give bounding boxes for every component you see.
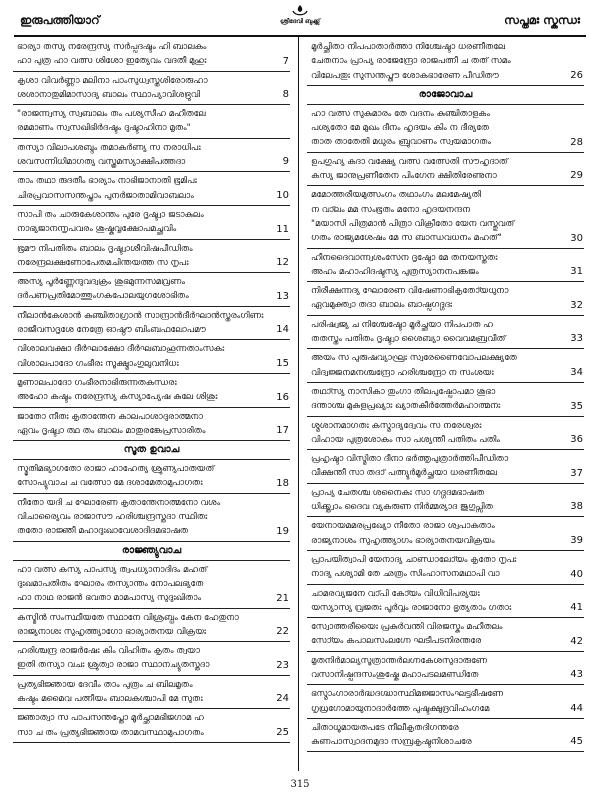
verse-block bbox=[307, 153, 584, 187]
verse-block bbox=[307, 551, 584, 585]
verse-line: ഹീനദൈവാന്ന്വശംസേന ദൃഷ്ടോ മേ തനയസ്തതഃ bbox=[311, 252, 498, 263]
verse-number: 16 bbox=[276, 391, 289, 403]
verse-line: സാപി തം ചാരുകേശാന്തം പുരേ ദൃഷ്ട്വാ ജടാകുലം bbox=[17, 209, 204, 220]
verse-block bbox=[307, 652, 584, 686]
verse-block bbox=[13, 561, 290, 609]
verse-block bbox=[13, 460, 290, 494]
verse-block bbox=[13, 72, 290, 106]
verse-line: വിദ്വജ്ജനമനശ്ചന്ദ്രോ ഹരിശ്ചന്ദ്രോ ന സംശയഃ bbox=[311, 367, 494, 378]
verse-number: 34 bbox=[570, 366, 583, 378]
verse-number: 21 bbox=[276, 592, 289, 604]
verse-line: നരേന്ദ്രലക്ഷണോപേതമചിന്തയത്ത സ നൃപഃ bbox=[17, 257, 189, 268]
verse-line: കൃശാ വിവർണ്ണാ മലിനാ പാംസുധ്വസ്തശിരോരുഹാ bbox=[17, 75, 208, 86]
verse-block bbox=[307, 38, 584, 86]
header-divider bbox=[14, 35, 586, 37]
verse-number: 37 bbox=[570, 467, 583, 479]
verse-number: 39 bbox=[570, 534, 583, 546]
verse-number: 15 bbox=[276, 357, 289, 369]
verse-line: നാദ്യ പശ്യാമി തേ ഛത്രം സിംഹാസനമഥാപി വാ bbox=[311, 569, 500, 580]
verse-block bbox=[13, 172, 290, 206]
verse-line: ദന്താശ്ച മുകുളപ്രഖ്യാഃ ഖ്യാതകീർത്തേർമഹാത്മനഃ bbox=[311, 401, 501, 412]
verse-block bbox=[307, 450, 584, 484]
verse-block bbox=[307, 585, 584, 619]
verse-block bbox=[13, 105, 290, 139]
verse-line: ഹാ വത്സ സുകുമാരം തേ വദനം കുഞ്ചിതാളകം bbox=[311, 108, 490, 119]
verse-line: അയം സ പുരുഷവ്യാഘ്രഃ സ്വരേണൈവോപലക്ഷ്യതേ bbox=[311, 353, 517, 364]
verse-number: 42 bbox=[570, 635, 583, 647]
verse-line: ഹാ നാഥ രാജൻ ഭവതാ മാമപാസ്യ സുദുഃഖിതാം bbox=[17, 593, 202, 604]
verse-line: ഉപഗുഹ്യ കദാ വക്ഷ്യേ വത്സ വത്സേതി സൗഹൃദാത് bbox=[311, 156, 508, 167]
verse-line: ഇതി തസ്യാ വചഃ ശ്രുത്വാ രാജാ സ്ഥാനച്യുതസ്തദാ bbox=[17, 660, 210, 671]
verse-line: ചിതാധൂമായതപടേ നീലീകൃതദിഗന്തരേ bbox=[311, 722, 459, 733]
verse-line: സാ ച തം പ്രത്യഭിജ്ഞായ താമവസ്ഥാമുപാഗതം bbox=[17, 727, 204, 738]
verse-line: ഏവം ദൃഷ്ട്വാ ത്ഥ തം ബാലം മാതുരങ്കേപ്രസാരിതം bbox=[17, 425, 206, 436]
verse-block bbox=[307, 249, 584, 283]
verse-line: ദർപണപ്രതിമോത്തുംഗകപോലയുഗശോഭിതം bbox=[17, 291, 189, 302]
verse-line: രാജ്യനാശഃ സുഹൃത്ത്യാഗോ ഭാര്യാതനയ വിക്രയഃ bbox=[17, 626, 207, 637]
verse-line: പ്രത്യഭിജ്ഞായ ദേവീം താം പുത്രം ച ബിലമൃതം bbox=[17, 679, 193, 690]
verse-number: 30 bbox=[570, 232, 583, 244]
left-column bbox=[13, 38, 290, 743]
verse-line: തഥാ്സ്യ നാസികാ തുംഗാ തിലപുഷ്പോപമാ ശുഭാ bbox=[311, 386, 496, 397]
verse-number: 32 bbox=[570, 299, 583, 311]
verse-block bbox=[13, 307, 290, 341]
verse-line: ജ്ഞാത്വാ സ പാപസന്തപ്തോ മൂർച്ഛാമഭിജഗാമ ഹ bbox=[17, 713, 204, 724]
verse-block bbox=[13, 240, 290, 274]
verse-line: ഹരിശ്ചന്ദ്ര രാജർഷേഃ കിം വിഹിതം കൃതം ത്വയാ bbox=[17, 646, 200, 657]
header-book-title: സപ്തമഃ സ്കന്ധഃ bbox=[504, 13, 580, 27]
verse-line: നിരീക്ഷന്നദ്യ ഘോരേണ വിഷേണാഭികൃതോ്യധുനാ bbox=[311, 286, 509, 297]
verse-line: കസ്യ ജാനുപ്രണീതേന പിംഗേന ക്ഷിതിരേണുനാ bbox=[311, 171, 497, 182]
verse-block bbox=[307, 618, 584, 652]
verse-line: വിശാലപാദോ ഗംഭീരഃ സൂക്ഷ്മാംഗുലുവനിധഃ bbox=[17, 358, 179, 369]
verse-block bbox=[13, 374, 290, 408]
verse-block bbox=[13, 206, 290, 240]
verse-number: 18 bbox=[276, 477, 289, 489]
verse-number: 26 bbox=[570, 69, 583, 81]
section-heading: സൂത ഉവാച bbox=[13, 441, 290, 460]
right-column bbox=[307, 38, 584, 752]
verse-number: 23 bbox=[276, 659, 289, 671]
verse-number: 14 bbox=[276, 324, 289, 336]
verse-block bbox=[13, 494, 290, 542]
verse-line: ഭൂമൗ നിപതിതം ബാലം ദൃഷ്ട്വാശീവിഷപീഡിതം bbox=[17, 243, 193, 254]
verse-line: പ്രാപ്യ ചേതശ്ച ശനൈകഃ സാ ഗദ്ഗദമഭാഷത bbox=[311, 487, 485, 498]
verse-line: സോപ്യുവാച ച വത്സോ മേ ദശാമേതാമുപാഗതഃ bbox=[17, 478, 203, 489]
verse-line: മമോത്തരീയമുത്സംഗം തഥാംഗം മലമേഷ്യതി bbox=[311, 190, 482, 201]
publisher-name: ശ്രീദേവി ബുക്ക്സ് bbox=[280, 18, 320, 25]
verse-line: സ്മൃതിമഭ്യാഗതോ രാജാ ഹാഹേത്യ ശ്രുണ്യപാതയത് bbox=[17, 464, 215, 475]
verse-line: വിചാര്യൈവം രാജാസൗ ഹരിശ്ചന്ദ്രസ്തദാ സ്ഥിതഃ bbox=[17, 512, 208, 523]
page-header bbox=[14, 4, 586, 34]
verse-line: മൂർച്ഛിതാ നിപപാതാർത്താ നിശ്ചേഷ്ടാ ധരണീതലേ bbox=[311, 42, 506, 52]
verse-number: 24 bbox=[276, 693, 289, 705]
verse-block bbox=[307, 517, 584, 551]
verse-line: യസ്യാസ്യ വ്രജതഃ പൂർവ്വം രാജാനോ ഭൃത്യതാം ഗതാഃ bbox=[311, 602, 512, 613]
verse-number: 29 bbox=[570, 170, 583, 182]
verse-block bbox=[307, 719, 584, 753]
verse-line: അഹം മഹാഹിദഷ്ടസ്യ പുത്രസ്യാനനപങ്കജം bbox=[311, 266, 479, 277]
verse-line: പശ്യതോ മേ മുഖം ദീനം ഹൃദയം കിം ന ദീര്യതേ bbox=[311, 123, 489, 134]
verse-line: തസ്യാ വിലാപശബ്ദം തമാകർണ്യ സ നരാധിപഃ bbox=[17, 142, 201, 153]
verse-line: കസ്മിൻ സംസ്ഥീയതേ സ്ഥാനേ വിശ്രബ്ധം കേന ഹേതുനാ bbox=[17, 612, 239, 623]
verse-block bbox=[307, 383, 584, 417]
publisher-logo bbox=[255, 4, 345, 26]
verse-block bbox=[13, 709, 290, 743]
verse-line: രാജ്യനാശം സുഹൃത്ത്യാഗം ഭാര്യാതനയവിക്രയം bbox=[311, 535, 495, 546]
verse-line: ധിക്ക്ത്വാം ദൈവ വ്യകരുണ നിർമ്മര്യാദ ജുഗുപ്സിത bbox=[311, 502, 493, 513]
verse-line: ഭസ്മാംഗാരാർദ്ധദഗ്ദ്ധാസ്ഥിമജ്ജാസംഘട്ടഭീഷണേ bbox=[311, 689, 504, 700]
verse-number: 35 bbox=[570, 400, 583, 412]
verse-line: കഷ്ടം മമൈവ പത്നീയം ബാലകശ്ചാപി മേ സുതഃ bbox=[17, 693, 203, 704]
verse-line: നീലാൻകേശാൻ കുഞ്ചിതാഗ്രാൻ സാന്ദ്രാൻദീർഘാൻസ്തരംഗിണഃ bbox=[17, 310, 264, 321]
verse-line: വിഹായ പുത്രശോകം സാ പശ്യന്തീ പതിതം പതിം bbox=[311, 434, 500, 445]
verse-block bbox=[13, 273, 290, 307]
verse-line: വീക്ഷന്തീ സാ തദാ് പത്ന്യുർമൂർച്ഛയാ ധരണീതലേ bbox=[311, 468, 498, 479]
column-divider bbox=[298, 36, 299, 771]
verse-line: ശ്മശാനമാഗതഃ കസ്മാദ്യദ്വേവം സ നരേശ്വരഃ bbox=[311, 420, 482, 431]
verse-number: 45 bbox=[570, 736, 583, 748]
verse-number: 22 bbox=[276, 626, 289, 638]
verse-line: ഹാ വത്സ കസ്യ പാപസ്യ ത്വപധ്യാനാദിദം മഹത് bbox=[17, 564, 208, 575]
verse-line: നാഭ്യജാനന്നൃപവരം ശുഷ്കവൃക്ഷോപമച്ഛവിം bbox=[17, 224, 177, 235]
verse-number: 28 bbox=[570, 136, 583, 148]
verse-line: തതോ രാജ്ഞീ മഹാദുഃഖാവേശാദിദമഭാഷത bbox=[17, 526, 188, 537]
verse-block bbox=[307, 186, 584, 248]
verse-block bbox=[307, 349, 584, 383]
section-heading: രാജ്ഞ്യുവാച bbox=[13, 542, 290, 561]
verse-block bbox=[13, 642, 290, 676]
verse-number: 7 bbox=[282, 55, 289, 67]
verse-number: 38 bbox=[570, 501, 583, 513]
verse-line: പരിഷ്വജ്യ ച നിശ്ചേഷ്ടോ മൂർച്ഛയാ നിപപാത ഹ bbox=[311, 319, 494, 330]
flame-logo-icon bbox=[291, 4, 309, 17]
verse-block bbox=[307, 484, 584, 518]
verse-number: 9 bbox=[282, 156, 289, 168]
verse-number: 40 bbox=[570, 568, 583, 580]
verse-block bbox=[13, 38, 290, 72]
verse-block bbox=[307, 316, 584, 350]
verse-number: 19 bbox=[276, 525, 289, 537]
verse-line: തതസ്തം പതിതം ദൃഷ്ട്വാ ശൈബ്യാ വൈവമബ്രവീത് bbox=[311, 334, 506, 345]
verse-line: രമമാണം സ്വസഖിഭിർദഷ്ടം ദുഷ്ടാഹിനാ മൃതം" bbox=[17, 123, 191, 134]
verse-number: 33 bbox=[570, 333, 583, 345]
verse-line: കുണപാസ്വാദനമുദാ സമ്പ്രകൃഷ്ടനിശാചരേ bbox=[311, 737, 472, 748]
verse-line: താം തഥാ രുദതീം ഭാര്യാം നാഭിജാനാതി ഭൂമിപഃ bbox=[17, 176, 197, 187]
verse-line: "മയാസി പിത്രമാൻ പിത്രാ വിക്രീതോ യേന വസ്തുവത് bbox=[311, 218, 515, 229]
verse-line: ഗതം രാജ്യമശേഷം മേ സ ബാന്ധവധനം മഹത്" bbox=[311, 233, 502, 244]
verse-line: പ്രാപയിത്വാപി യേനാദ്യ ചാണ്ഡാലോ്യം കൃതോ നൃപഃ bbox=[311, 554, 517, 565]
verse-line: മൃതനിർമാല്യസൂത്രാന്തർലഗ്നകേശസുദാരുണേ bbox=[311, 655, 487, 666]
verse-line: താത താതേതി മധുരം ബ്രുവാണം സ്വയമാഗതം bbox=[311, 137, 491, 148]
verse-block bbox=[13, 139, 290, 173]
verse-line: ചാമരവ്യജനേ വാ്പി കോ്യം വിധിവിപര്യയഃ bbox=[311, 588, 480, 599]
verse-line: ഗൃധ്രഗോമായുനാദാർത്തേ പുഷ്ടക്ഷുദ്രവിഹംഗമേ bbox=[311, 703, 490, 714]
verse-block bbox=[13, 340, 290, 374]
verse-line: വിശാലവക്ഷാ ദീർഘാക്ഷോ ദീർഘബാഹൂന്നതാംസകഃ bbox=[17, 344, 225, 355]
verse-block bbox=[13, 676, 290, 710]
verse-line: "രാജന്ന്വസ്യ സ്വബാലം തം പശ്യസീഹ മഹീതലേ bbox=[17, 109, 206, 120]
verse-number: 13 bbox=[276, 290, 289, 302]
verse-line: യേനായമമരപ്രഖ്യോ നീതോ രാജാ ശ്വപാകതാം bbox=[311, 521, 495, 532]
verse-block bbox=[307, 105, 584, 153]
verse-number: 10 bbox=[276, 189, 289, 201]
verse-line: ജാതോ നീതഃ കൃതാന്തേന കാലപാശാദുരാത്മനാ bbox=[17, 411, 203, 422]
verse-number: 12 bbox=[276, 257, 289, 269]
verse-line: സോ്യം കപാലസംലഗ്നേ ഘടീപടനിരന്തരേ bbox=[311, 636, 482, 647]
verse-number: 17 bbox=[276, 425, 289, 437]
verse-line: വസാനിഷ്പന്ദസംശുഷ്കേ മഹാപടലമണ്ഡിതേ bbox=[311, 669, 479, 680]
verse-line: ദുഃഖമാപതിതം ഘോരം തസ്യാന്തം നോപലഭ്യതേ bbox=[17, 578, 204, 589]
verse-line: ഭാര്യാ തസ്യ നരേന്ദ്രസ്യ സർപ്പദഷ്ടം ഹി ബാലകം bbox=[17, 42, 207, 52]
verse-line: അഹോ കഷ്ടം നരേന്ദ്രസ്യ കസ്യാപ്യേഷ കുലേ ശിശുഃ bbox=[17, 392, 218, 403]
verse-line: രാജീവസദൃശേ നേത്രേ ഓഷ്ഠൗ ബിംബഫലോപമൗ bbox=[17, 325, 206, 336]
verse-line: പ്രഹൃഷ്ടാ വിസ്മിതാ ദീനാ ഭർത്തൃപുത്രാർത്തിപീഡിതാ bbox=[311, 454, 509, 465]
verse-line: ന വാ്ലം മമ സംഭൂതം മനോ ഹൃദയനന്ദന bbox=[311, 204, 471, 215]
header-chapter-title: ഇരുപത്തിയാറ് bbox=[20, 13, 100, 27]
verse-number: 44 bbox=[570, 702, 583, 714]
verse-block bbox=[13, 408, 290, 442]
verse-line: ശശാനാതുമിമാസാദ്യ ബാലം സ്ഥാപ്യാവിശഭ്രുവി bbox=[17, 89, 201, 100]
verse-line: ഏവമുക്ത്വാ തദാ ബാലം ബാഷ്പഗദ്ഗദഃ bbox=[311, 300, 453, 311]
verse-block bbox=[307, 417, 584, 451]
verse-number: 43 bbox=[570, 669, 583, 681]
verse-line: ശവസന്നിധിമാഗത്യ വസ്ത്രമസ്യാക്ഷിപത്തദാ bbox=[17, 157, 186, 168]
verse-line: വിലേപതുഃ സുസന്തപ്തൗ ശോകഭാരേണ പീഡിതൗ bbox=[311, 70, 499, 81]
verse-line: നീതോ യദി ച ഘോരേണ കൃതാന്തേനാത്മനോ വശം bbox=[17, 497, 221, 508]
verse-number: 8 bbox=[282, 89, 289, 101]
verse-line: സ്വോത്തരീയൈഃ പ്രകുർവന്തി വിരജസ്കം മഹീതലം bbox=[311, 622, 503, 633]
section-heading: രാജോവാച bbox=[307, 86, 584, 105]
verse-number: 25 bbox=[276, 726, 289, 738]
verse-number: 11 bbox=[276, 223, 289, 235]
page-number: 315 bbox=[290, 779, 310, 790]
verse-line: ഹാ പുത്ര ഹാ വത്സ ശിശോ ഇത്യേവം വദതീ മുഹുഃ bbox=[17, 56, 207, 67]
verse-line: ചിരപ്രവാസസന്തപ്താം പുനർജാതാമിവാബലാം bbox=[17, 190, 194, 201]
verse-block bbox=[13, 609, 290, 643]
verse-block bbox=[307, 282, 584, 316]
verse-line: അസ്യ പൂർണ്ണേന്ദുവദ്വക്രം ശുഭമുന്നസമവ്രണം bbox=[17, 277, 185, 288]
verse-block bbox=[307, 685, 584, 719]
verse-line: ചേതനാം പ്രാപ്യ രാജേന്ദ്രോ രാജപത്നീ ച തത് സമം bbox=[311, 56, 511, 67]
verse-number: 31 bbox=[570, 266, 583, 278]
verse-line: മൃണാലപാദോ ഗംഭീരനാഭിരുന്നതകന്ധരഃ bbox=[17, 377, 177, 388]
verse-number: 41 bbox=[570, 602, 583, 614]
verse-number: 36 bbox=[570, 434, 583, 446]
